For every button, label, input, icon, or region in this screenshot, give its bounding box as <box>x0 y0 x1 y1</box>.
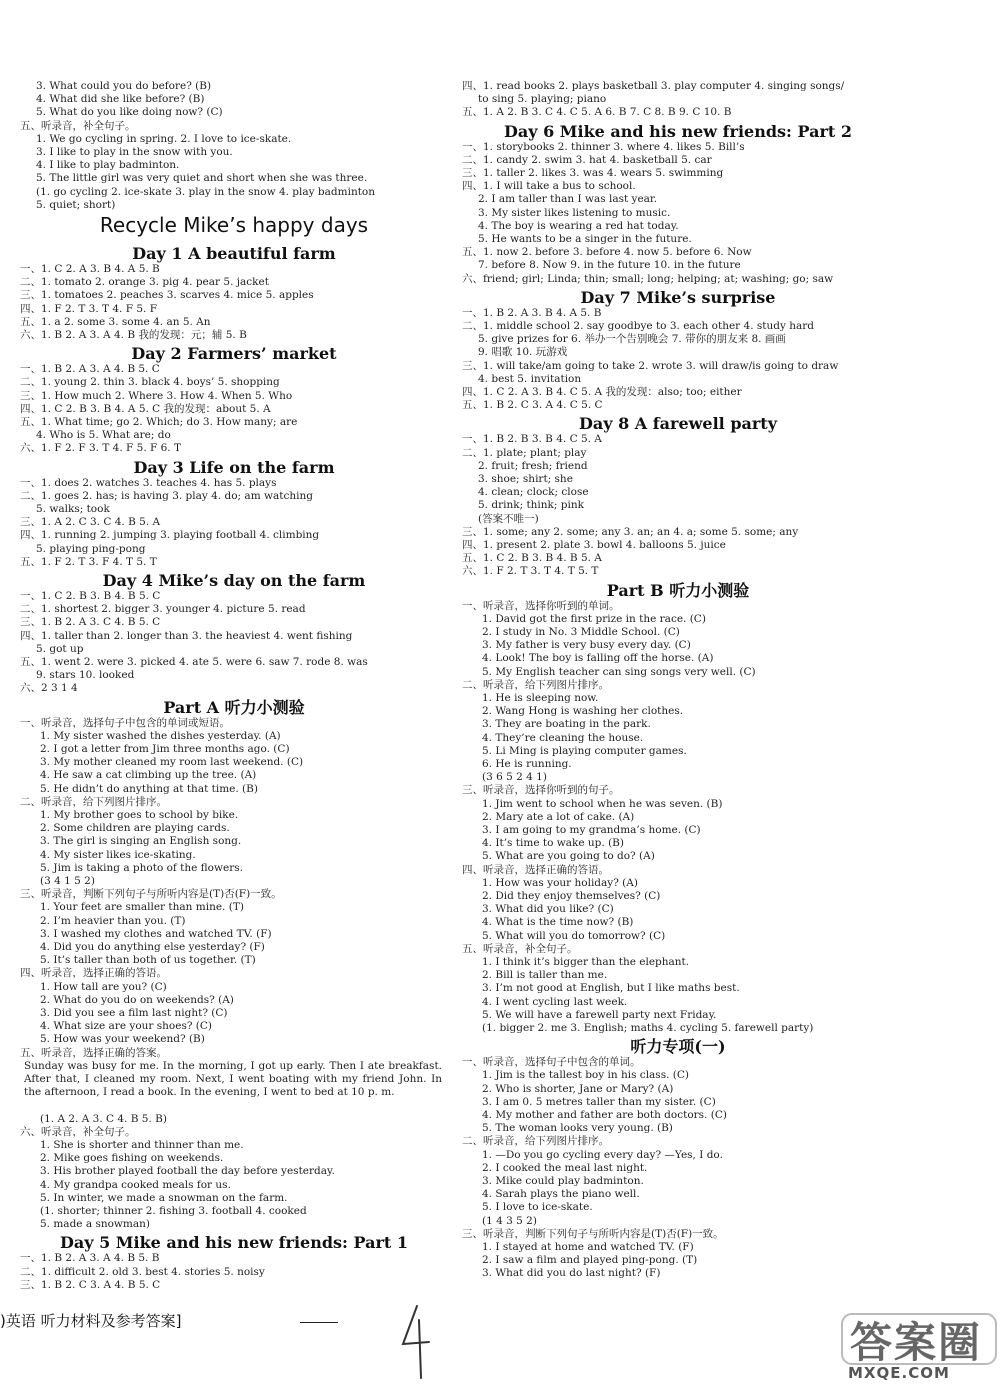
answer-line: 3. shoe; shirt; she <box>478 473 573 485</box>
answer-line: 6. He is running. <box>482 758 572 770</box>
answer-line: 3. They are boating in the park. <box>482 718 651 731</box>
answer-line: 一、1. C 2. B 3. B 4. B 5. C <box>20 590 161 602</box>
answer-line: 3. My father is very busy every day. (C) <box>482 639 691 652</box>
answer-line: 二、听录音，给下列图片排序。 <box>20 795 167 808</box>
answer-line: 4. It’s time to wake up. (B) <box>482 837 624 850</box>
answer-line: 2. I saw a film and played ping-pong. (T) <box>482 1254 698 1267</box>
answer-line: 一、1. B 2. A 3. A 4. B 5. B <box>20 1252 160 1265</box>
answer-line: 一、1. B 2. B 3. B 4. C 5. A <box>462 433 602 446</box>
answer-line: 5. Li Ming is playing computer games. <box>482 744 687 757</box>
answer-line: 2. I am taller than I was last year. <box>478 193 658 206</box>
section-heading: Day 5 Mike and his new friends: Part 1 <box>59 1233 408 1253</box>
section-heading: Day 6 Mike and his new friends: Part 2 <box>503 121 852 141</box>
answer-line: 五、1. A 2. B 3. C 4. C 5. A 6. B 7. C 8. B 9. C 10. B <box>462 106 732 119</box>
answer-line: 三、1. some; any 2. some; any 3. an; an 4. a; some 5. some; any <box>462 525 799 538</box>
section-heading: Day 1 A beautiful farm <box>132 244 336 263</box>
answer-line: (3 6 5 2 4 1) <box>482 771 547 784</box>
answer-line: 六、1. B 2. A 3. A 4. B 我的发现：元；辅 5. B <box>20 329 247 341</box>
answer-line: 3. I’m not good at English, but I like maths best. <box>482 982 740 995</box>
answer-line: 三、1. A 2. C 3. C 4. B 5. A <box>20 516 161 529</box>
answer-line: 六、1. F 2. F 3. T 4. F 5. F 6. T <box>20 442 181 455</box>
answer-line: 一、听录音，选择你听到的单词。 <box>462 599 620 612</box>
answer-line: 三、听录音，判断下列句子与所听内容是(T)否(F)一致。 <box>462 1227 724 1240</box>
answer-line: 六、1. F 2. T 3. T 4. T 5. T <box>462 565 599 578</box>
section-heading: Day 4 Mike’s day on the farm <box>102 571 366 590</box>
answer-line: 2. I cooked the meal last night. <box>482 1161 648 1174</box>
answer-line: 1. I stayed at home and watched TV. (F) <box>482 1241 694 1253</box>
answer-line: 5. We will have a farewell party next Friday. <box>482 1008 717 1021</box>
answer-line: 一、1. C 2. A 3. B 4. A 5. B <box>20 263 160 275</box>
answer-line: 4. He saw a cat climbing up the tree. (A) <box>40 769 257 782</box>
answer-line: 四、1. F 2. T 3. T 4. F 5. F <box>20 302 157 315</box>
answer-line: 5. got up <box>36 642 84 655</box>
answer-line: 2. I study in No. 3 Middle School. (C) <box>482 626 680 638</box>
answer-line: 2. I got a letter from Jim three months ago. (C) <box>40 743 290 755</box>
answer-line: 六、2 3 1 4 <box>20 682 78 695</box>
answer-line: 四、1. C 2. B 3. B 4. A 5. C 我的发现：about 5. A <box>20 402 271 415</box>
answer-line: 五、1. F 2. T 3. F 4. T 5. T <box>20 555 157 568</box>
answer-line: 六、听录音，补全句子。 <box>20 1125 136 1138</box>
answer-line: 一、听录音，选择句子中包含的单词或短语。 <box>20 716 230 729</box>
answer-line: 1. He is sleeping now. <box>482 692 599 704</box>
answer-line: (1. go cycling 2. ice-skate 3. play in the snow 4. play badminton <box>36 185 376 198</box>
answer-line: 3. My mother cleaned my room last weekend. (C) <box>40 756 304 769</box>
answer-line: 4. I went cycling last week. <box>482 995 628 1008</box>
answer-line: (1. bigger 2. me 3. English; maths 4. cycling 5. farewell party) <box>482 1022 814 1034</box>
watermark-cn-text: 答案圈 <box>850 1318 983 1367</box>
answer-line: 一、1. B 2. A 3. A 4. B 5. C <box>20 363 160 376</box>
answer-line: 四、1. taller than 2. longer than 3. the heaviest 4. went fishing <box>20 629 353 642</box>
answer-line: 二、1. young 2. thin 3. black 4. boys’ 5. shopping <box>20 376 280 389</box>
answer-line: 二、1. plate; plant; play <box>462 446 587 459</box>
answer-line: 四、1. I will take a bus to school. <box>462 180 636 193</box>
answer-line: 5. How was your weekend? (B) <box>40 1033 205 1046</box>
answer-line: 4. I like to play badminton. <box>36 159 180 172</box>
answer-line: 2. Who is shorter, Jane or Mary? (A) <box>482 1082 674 1095</box>
answer-line: 三、1. B 2. C 3. A 4. B 5. C <box>20 1278 161 1291</box>
answer-line: 3. Mike could play badminton. <box>482 1175 644 1187</box>
answer-line: 五、听录音，补全句子。 <box>462 942 578 955</box>
answer-line: 4. What is the time now? (B) <box>482 916 634 929</box>
answer-line: 1. Jim went to school when he was seven. (B) <box>482 797 723 810</box>
answer-line: 5. walks; took <box>36 503 110 515</box>
answer-line: 五、1. C 2. B 3. B 4. B 5. A <box>462 552 602 565</box>
answer-line: 3. What did you like? (C) <box>482 903 614 916</box>
answer-line: 2. What do you do on weekends? (A) <box>40 993 234 1006</box>
answer-line: 四、1. read books 2. plays basketball 3. play computer 4. singing songs/ <box>462 80 845 92</box>
answer-line: 2. fruit; fresh; friend <box>478 459 588 472</box>
answer-line: 5. made a snowman) <box>40 1218 150 1231</box>
answer-line: 3. What did you do last night? (F) <box>482 1267 661 1280</box>
answer-line: 4. Who is 5. What are; do <box>36 429 171 442</box>
answer-line: 四、1. present 2. plate 3. bowl 4. balloons 5. juice <box>462 539 726 551</box>
answer-line: 5. Jim is taking a photo of the flowers. <box>40 861 243 874</box>
answer-line: 二、听录音，给下列图片排序。 <box>462 678 609 691</box>
answer-line: 2. I’m heavier than you. (T) <box>40 914 186 927</box>
answer-line: 5. give prizes for 6. 举办一个告别晚会 7. 带你的朋友来 8. 画画 <box>478 333 786 346</box>
answer-line: 三、1. will take/am going to take 2. wrote 3. will draw/is going to draw <box>462 359 839 372</box>
footer-title: )英语 听力材料及参考答案] <box>0 1312 182 1330</box>
answer-line: 二、1. goes 2. has; is having 3. play 4. do; am watching <box>20 489 313 502</box>
passage-text: Sunday was busy for me. In the morning, I got up early. Then I ate breakfast. After that, I cleaned my room. Next, I went boating with my friend John. In the afternoon, I read a book. In the evening, I went to bed at 10 p. m. <box>24 1059 442 1098</box>
answer-line: 4. best 5. invitation <box>478 372 582 385</box>
answer-line: 五、1. a 2. some 3. some 4. an 5. An <box>20 315 211 328</box>
answer-line: 二、1. candy 2. swim 3. hat 4. basketball 5. car <box>462 153 712 166</box>
answer-line: 5. What are you going to do? (A) <box>482 850 655 863</box>
section-heading: Part B 听力小测验 <box>606 580 750 600</box>
answer-line: 四、听录音，选择正确的答语。 <box>462 863 609 876</box>
answer-line: 4. Sarah plays the piano well. <box>482 1188 640 1201</box>
answer-line: 三、1. tomatoes 2. peaches 3. scarves 4. mice 5. apples <box>20 289 314 302</box>
answer-line: 3. What could you do before? (B) <box>36 80 212 92</box>
answer-line: 1. Jim is the tallest boy in his class. (C) <box>482 1069 689 1082</box>
answer-line: 五、1. now 2. before 3. before 4. now 5. before 6. Now <box>462 246 752 259</box>
answer-line: 1. How was your holiday? (A) <box>482 876 638 889</box>
answer-line: 3. I am going to my grandma’s home. (C) <box>482 824 701 836</box>
answer-line: 2. Bill is taller than me. <box>482 969 608 982</box>
handwritten-number <box>395 1300 435 1380</box>
answer-line: 4. Look! The boy is falling off the horse. (A) <box>482 652 714 665</box>
answer-line: 2. Mary ate a lot of cake. (A) <box>482 810 635 823</box>
watermark-url: MXQE.COM <box>848 1364 950 1382</box>
answer-line: 2. Some children are playing cards. <box>40 822 230 835</box>
section-heading: Day 3 Life on the farm <box>133 457 335 477</box>
answer-line: 1. She is shorter and thinner than me. <box>40 1139 244 1151</box>
answer-line: 1. My brother goes to school by bike. <box>40 809 239 821</box>
answer-line: 5. In winter, we made a snowman on the farm. <box>40 1191 288 1204</box>
answer-line: 1. Your feet are smaller than mine. (T) <box>40 901 244 914</box>
answer-line: (1. A 2. A 3. C 4. B 5. B) <box>40 1112 167 1125</box>
answer-line: 5. It’s taller than both of us together. (T) <box>40 954 256 967</box>
answer-line: 三、1. taller 2. likes 3. was 4. wears 5. swimming <box>462 167 724 179</box>
answer-line: 4. Did you do anything else yesterday? (F) <box>40 941 265 953</box>
answer-line: 5. My English teacher can sing songs very well. (C) <box>482 665 756 678</box>
answer-line: 4. My grandpa cooked meals for us. <box>40 1178 231 1191</box>
answer-line: 2. Did they enjoy themselves? (C) <box>482 890 661 902</box>
answer-line: 4. My mother and father are both doctors. (C) <box>482 1109 727 1121</box>
answer-line: (1 4 3 5 2) <box>482 1214 537 1227</box>
answer-line: 7. before 8. Now 9. in the future 10. in the future <box>478 259 741 272</box>
answer-line: 二、1. tomato 2. orange 3. pig 4. pear 5. jacket <box>20 276 269 289</box>
answer-line: 2. Wang Hong is washing her clothes. <box>482 705 684 718</box>
answer-line: 1. David got the first prize in the race. (C) <box>482 612 706 625</box>
answer-line: 五、听录音，补全句子。 <box>20 119 136 132</box>
answer-line: 5. What do you like doing now? (C) <box>36 106 223 119</box>
answer-line: 1. How tall are you? (C) <box>40 980 167 993</box>
answer-line: 3. The girl is singing an English song. <box>40 835 242 848</box>
answer-line: 3. My sister likes listening to music. <box>478 206 671 219</box>
answer-line: 5. quiet; short) <box>36 198 116 211</box>
answer-line: 三、1. B 2. A 3. C 4. B 5. C <box>20 616 161 629</box>
answer-line: 一、1. B 2. A 3. B 4. A 5. B <box>462 306 602 319</box>
answer-line: 3. I washed my clothes and watched TV. (F) <box>40 927 272 940</box>
answer-line: 4. The boy is wearing a red hat today. <box>478 219 679 232</box>
unit-title: Recycle Mike’s happy days <box>99 213 369 237</box>
answer-line: 1. I think it’s bigger than the elephant. <box>482 956 690 968</box>
answer-line: 9. 唱歌 10. 玩游戏 <box>478 346 568 359</box>
answer-line: 一、听录音，选择句子中包含的单词。 <box>462 1056 641 1069</box>
answer-line: 4. What did she like before? (B) <box>36 93 205 106</box>
answer-line: 六、friend; girl; Linda; thin; small; long; helping; at; washing; go; saw <box>462 272 834 285</box>
answer-line: 五、听录音，选择正确的答案。 <box>20 1046 167 1059</box>
answer-line: (答案不唯一) <box>478 512 539 525</box>
answer-line: 5. The little girl was very quiet and short when she was three. <box>36 172 368 185</box>
answer-line: 1. —Do you go cycling every day? —Yes, I do. <box>482 1148 723 1161</box>
answer-line: 四、1. running 2. jumping 3. playing football 4. climbing <box>20 529 320 542</box>
answer-line: 二、1. middle school 2. say goodbye to 3. each other 4. study hard <box>462 320 815 332</box>
answer-line: 一、1. does 2. watches 3. teaches 4. has 5. plays <box>20 476 277 489</box>
answer-line: 5. He wants to be a singer in the future. <box>478 233 692 245</box>
answer-line: (1. shorter; thinner 2. fishing 3. football 4. cooked <box>40 1205 307 1217</box>
answer-line: 二、1. shortest 2. bigger 3. younger 4. picture 5. read <box>20 603 306 616</box>
answer-line: 4. My sister likes ice-skating. <box>40 848 196 861</box>
answer-line: 三、1. How much 2. Where 3. How 4. When 5. Who <box>20 389 293 402</box>
answer-line: 4. What size are your shoes? (C) <box>40 1020 213 1033</box>
answer-line: 4. They’re cleaning the house. <box>482 731 644 744</box>
answer-line: 三、听录音，判断下列句子与所听内容是(T)否(F)一致。 <box>20 888 282 901</box>
answer-line: 3. I am 0. 5 metres taller than my sister. (C) <box>482 1095 716 1108</box>
answer-line: 五、1. B 2. C 3. A 4. C 5. C <box>462 399 603 412</box>
answer-line: 5. I love to ice-skate. <box>482 1201 593 1214</box>
answer-line: 5. He didn’t do anything at that time. (B) <box>40 782 258 795</box>
answer-line: 3. Did you see a film last night? (C) <box>40 1007 228 1019</box>
answer-line: 一、1. storybooks 2. thinner 3. where 4. likes 5. Bill’s <box>462 140 745 153</box>
answer-line: 四、1. C 2. A 3. B 4. C 5. A 我的发现：also; too; either <box>462 386 742 398</box>
answer-line: 3. His brother played football the day before yesterday. <box>40 1165 335 1178</box>
answer-line: 五、1. What time; go 2. Which; do 3. How many; are <box>20 416 298 428</box>
section-heading: Day 7 Mike’s surprise <box>580 287 776 307</box>
answer-line: 五、1. went 2. were 3. picked 4. ate 5. were 6. saw 7. rode 8. was <box>20 656 368 668</box>
answer-line: (3 4 1 5 2) <box>40 875 95 887</box>
answer-line: to sing 5. playing; piano <box>478 93 607 106</box>
answer-line: 1. We go cycling in spring. 2. I love to ice-skate. <box>36 132 292 145</box>
answer-line: 四、听录音，选择正确的答语。 <box>20 967 167 980</box>
answer-line: 5. The woman looks very young. (B) <box>482 1122 673 1135</box>
answer-line: 1. My sister washed the dishes yesterday. (A) <box>40 729 281 742</box>
answer-line: 9. stars 10. looked <box>36 669 135 682</box>
answer-line: 二、听录音，给下列图片排序。 <box>462 1135 609 1148</box>
answer-line: 5. What will you do tomorrow? (C) <box>482 929 666 942</box>
section-heading: 听力专项(一) <box>630 1037 726 1057</box>
answer-line: 4. clean; clock; close <box>478 486 589 499</box>
section-heading: Day 8 A farewell party <box>578 414 777 434</box>
footer-rule <box>300 1322 338 1323</box>
section-heading: Day 2 Farmers’ market <box>131 344 337 364</box>
section-heading: Part A 听力小测验 <box>163 697 305 717</box>
answer-line: 5. drink; think; pink <box>478 499 584 512</box>
answer-line: 三、听录音，选择你听到的句子。 <box>462 784 620 797</box>
answer-line: 3. I like to play in the snow with you. <box>36 146 233 158</box>
answer-line: 二、1. difficult 2. old 3. best 4. stories 5. noisy <box>20 1265 265 1278</box>
answer-line: 5. playing ping-pong <box>36 542 146 555</box>
answer-line: 2. Mike goes fishing on weekends. <box>40 1152 224 1165</box>
